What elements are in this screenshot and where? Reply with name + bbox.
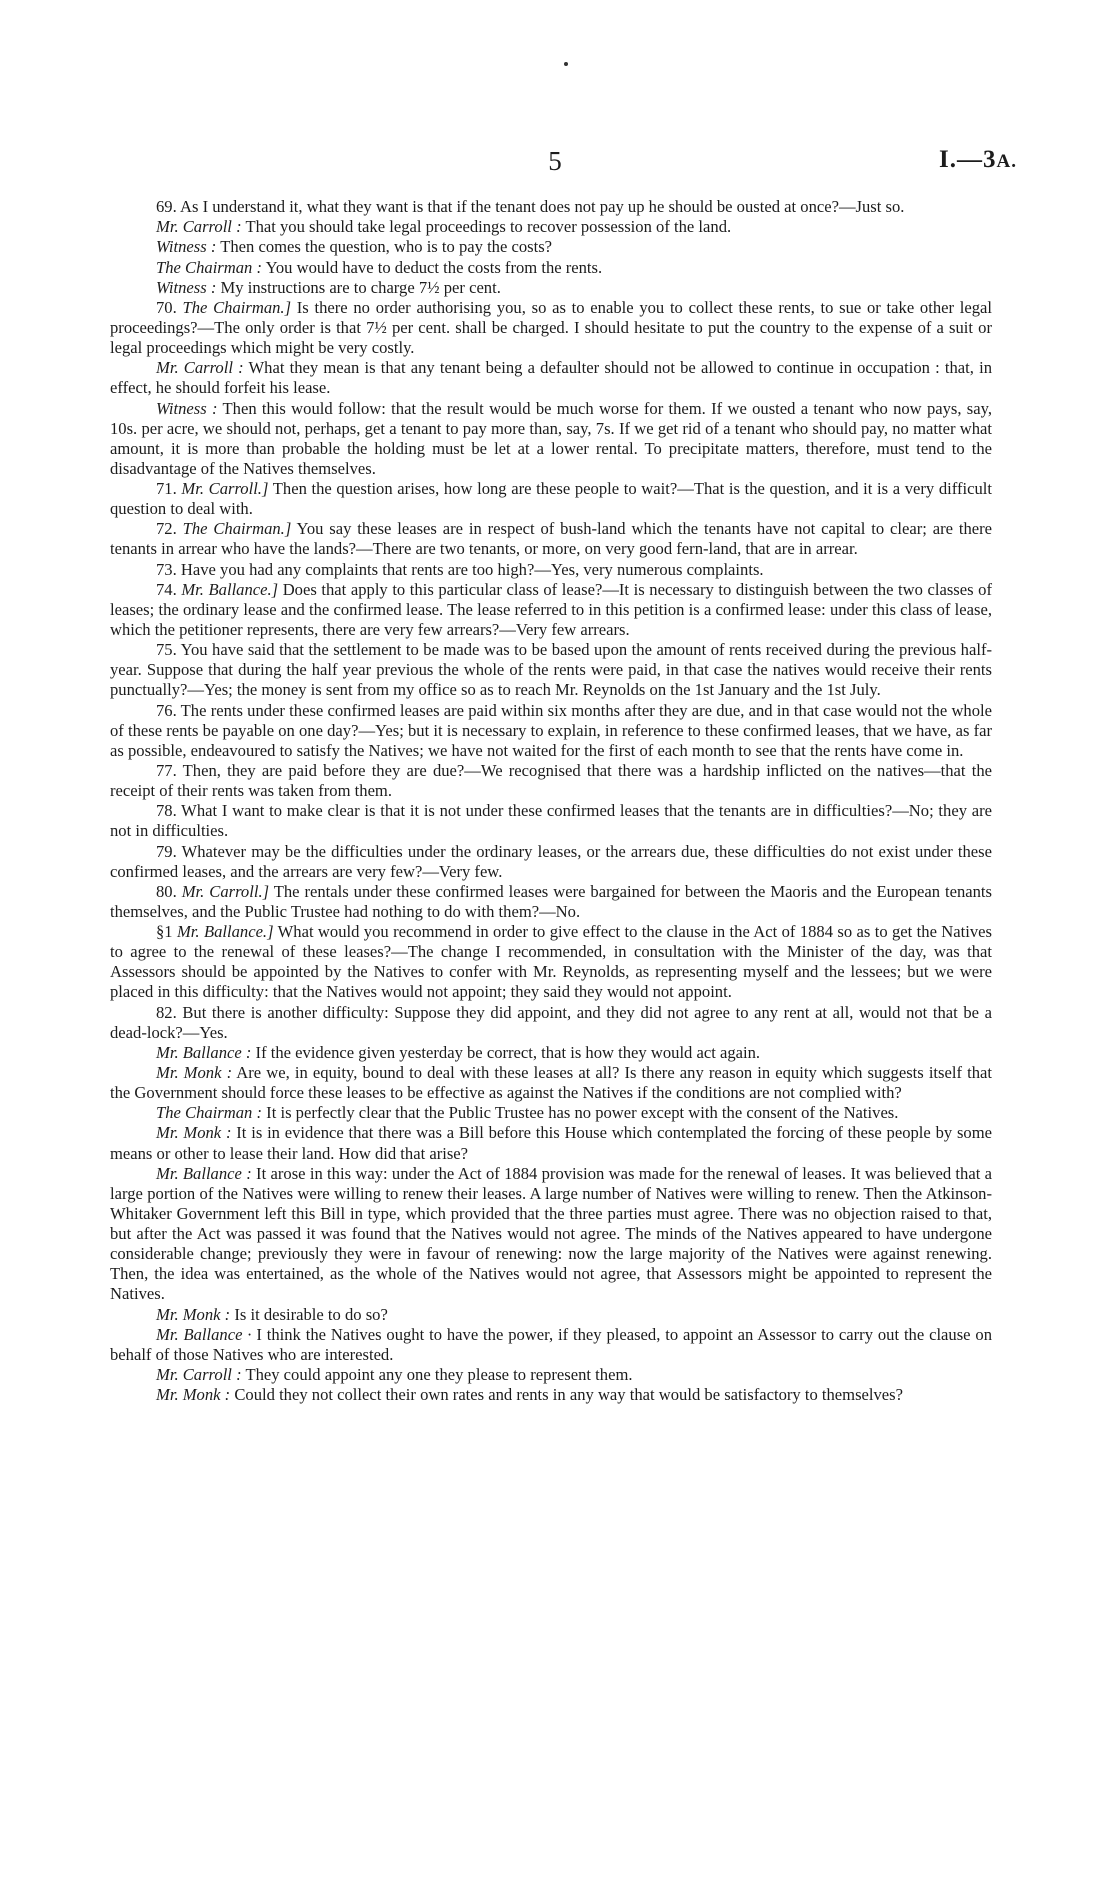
paragraph-text: It is in evidence that there was a Bill before this House which contemplated the forcing of these people by some means or other to lease their land. How did that arise? [110,1123,992,1163]
paragraph [110,1305,992,1325]
speaker-name: Mr. Carroll : [156,358,244,378]
speaker-name: Mr. Carroll.] [181,479,269,499]
paragraph [110,761,992,801]
paragraph [110,1164,992,1305]
paragraph-text: 76. The rents under these confirmed leases are paid within six months after they are due, and in that case would not the whole of these rents be payable on one day?—Yes; but it is necessary to explain, in reference to these confirmed leases, that we have, as far as possible, endeavoured to satisfy the Natives; we have not waited for the first of each month to see that the rents have come in. [110,700,992,760]
paragraph-text: You say these leases are in respect of bush-land which the tenants have not capital to clear; are there tenants in arrear who have the lands?—There are two tenants, or more, on very good fern-land, that are in arrear. [110,519,992,559]
speaker-name: Mr. Carroll.] [181,881,270,901]
speaker-name: Mr. Ballance.] [176,922,274,942]
paragraph [110,197,992,217]
paragraph-text: I think the Natives ought to have the power, if they pleased, to appoint an Assessor to carry out the clause on behalf of those Natives who are interested. [110,1324,993,1364]
paragraph-text: 78. What I want to make clear is that it is not under these confirmed leases that the tenants are in difficulties?—No; they are not in difficulties. [110,801,992,841]
question-number: 74. [156,579,182,599]
paragraph [110,882,992,922]
question-number: 71. [156,479,182,499]
paragraph-text: Does that apply to this particular class of lease?—It is necessary to distinguish between the two classes of leases; the ordinary lease and the confirmed lease. The lease referred to in this petition is a confirmed lease: under this class of lease, which the petitioner represents, there are very few arrears?—Very few arrears. [110,579,992,639]
paragraph [110,237,992,257]
speaker-name: Mr. Ballance.] [181,579,279,599]
document-reference-suffix: A. [996,151,1017,172]
paragraph-text: You would have to deduct the costs from the rents. [262,257,603,277]
paragraph-text: 69. As I understand it, what they want is that if the tenant does not pay up he should be ousted at once?—Just so. [156,197,905,216]
paragraph-text: Is there no order authorising you, so as to enable you to collect these rents, to sue or take other legal proceedings?—The only order is that 7½ per cent. shall be charged. I should hesitate to put the country to the expense of a suit or legal proceedings which might be very costly. [110,297,993,358]
paragraph-text: 75. You have said that the settlement to be made was to be based upon the amount of rents received during the previous half-year. Suppose that during the half year previous the whole of the rents were paid, in that case the natives would receive their rents punctually?—Yes; the money is sent from my office so as to reach Mr. Reynolds on the 1st January and the 1st July. [110,640,992,700]
page-number: 5 [548,146,562,176]
paragraph [110,258,992,278]
paragraph [110,1063,992,1103]
speaker-name: Mr. Monk : [156,1385,231,1405]
paragraph-text: 73. Have you had any complaints that rents are too high?—Yes, very numerous complaints. [156,559,764,579]
paragraph [110,358,992,398]
paragraph-text: 79. Whatever may be the difficulties under the ordinary leases, or the arrears due, these difficulties do not exist under these confirmed leases, and the arrears are very few?—Very few. [110,841,992,881]
paragraph-text: That you should take legal proceedings to recover possession of the land. [241,217,732,237]
paragraph-text: What would you recommend in order to give effect to the clause in the Act of 1884 so as to get the Natives to agree to the renewal of these leases?—The change I recommended, in consultation with the Minister of the day, was that Assessors should be appointed by the Natives to confer with Mr. Reynolds, as representing myself and the lessees; but we were placed in this difficulty: that the Natives would not appoint; they said they would not appoint. [110,922,992,1002]
question-number: 70. [156,297,183,317]
paragraph-text: They could appoint any one they please to represent them. [241,1364,633,1384]
paragraph [110,1123,992,1163]
speaker-name: Mr. Carroll : [156,217,242,237]
paragraph [110,278,992,298]
paragraph [110,701,992,761]
paragraph-text: Is it desirable to do so? [230,1304,388,1324]
speaker-name: Mr. Ballance : [156,1163,252,1183]
speaker-name: Witness : [156,398,218,418]
document-reference-main: I.—3 [939,146,997,173]
paragraph [110,217,992,237]
paragraph [110,922,992,1002]
document-reference [939,146,1017,174]
paragraph [110,580,992,640]
speaker-name: Witness : [156,277,217,297]
paragraph-text: 77. Then, they are paid before they are due?—We recognised that there was a hardship inflicted on the natives—that the receipt of their rents was taken from them. [110,760,992,801]
speaker-name: The Chairman : [156,257,263,277]
paragraph [110,640,992,700]
paragraph-text: The rentals under these confirmed leases were bargained for between the Maoris and the European tenants themselves, and the Public Trustee had nothing to do with them?—No. [110,881,992,921]
paragraph-text: Could they not collect their own rates and rents in any way that would be satisfactory to themselves? [230,1385,903,1405]
paragraph-text: Are we, in equity, bound to deal with these leases at all? Is there any reason in equity which suggests itself that the Government should force these leases to be effective as against the Natives if the conditions are not complied with? [110,1063,992,1103]
speaker-name: Mr. Monk : [156,1123,232,1143]
question-number: 80. [156,881,182,901]
paragraph-text: My instructions are to charge 7½ per cent. [216,277,501,297]
minutes-body [110,197,992,1405]
paragraph-text: What they mean is that any tenant being a defaulter should not be allowed to continue in occupation : that, in effect, he should forfeit his lease. [110,358,992,398]
speaker-name: Mr. Ballance · [156,1324,252,1344]
speck-mark [564,62,568,66]
paragraph [110,479,992,519]
paragraph-text: If the evidence given yesterday be correct, that is how they would act again. [251,1042,761,1062]
paragraph-text: Then comes the question, who is to pay the costs? [216,237,553,257]
paragraph [110,1385,992,1405]
paragraph [110,842,992,882]
paragraph-text: 82. But there is another difficulty: Suppose they did appoint, and they did not agree to any rent at all, would not that be a dead-lock?—Yes. [110,1002,992,1042]
speaker-name: The Chairman.] [182,297,292,317]
paragraph-text: Then the question arises, how long are these people to wait?—That is the question, and it is a very difficult question to deal with. [110,479,993,519]
paragraph-text: It is perfectly clear that the Public Trustee has no power except with the consent of the Natives. [262,1103,899,1123]
paragraph [110,560,992,580]
speaker-name: Mr. Monk : [156,1304,231,1324]
speaker-name: The Chairman.] [182,519,292,539]
paragraph [110,1365,992,1385]
speaker-name: The Chairman : [156,1103,263,1123]
question-number: §1 [156,922,177,942]
paragraph [110,1325,992,1365]
paragraph [110,399,992,479]
speaker-name: Mr. Ballance : [156,1042,252,1062]
paragraph [110,801,992,841]
paragraph-text: Then this would follow: that the result would be much worse for them. If we ousted a tenant who now pays, say, 10s. per acre, we should not, perhaps, get a tenant to pay more than, say, 7s. If we get rid of a tenant who should pay, no matter what amount, it is more than probable the holding must be let at a lower rental. To precipitate matters, therefore, must tend to the disadvantage of the Natives themselves. [110,398,992,478]
speaker-name: Mr. Carroll : [156,1364,242,1384]
question-number: 72. [156,519,183,539]
paragraph [110,519,992,559]
paragraph [110,1043,992,1063]
speaker-name: Witness : [156,237,217,257]
paragraph-text: It arose in this way: under the Act of 1884 provision was made for the renewal of leases. It was believed that a large portion of the Natives were willing to renew their leases. A large number of Natives were willing to renew. Then the Atkinson-Whitaker Government left this Bill in type, which provided that the three parties must agree. There was no objection raised to that, but after the Act was passed it was found that the Natives would not agree. The minds of the Natives appeared to have undergone considerable change; previously they were in favour of renewing: now the large majority of the Natives were against renewing. Then, the idea was entertained, as the whole of the Natives would not agree, that Assessors might be appointed to represent the Natives. [110,1163,992,1304]
speaker-name: Mr. Monk : [156,1063,233,1082]
paragraph [110,1103,992,1123]
paragraph [110,1003,992,1043]
paragraph [110,298,992,358]
